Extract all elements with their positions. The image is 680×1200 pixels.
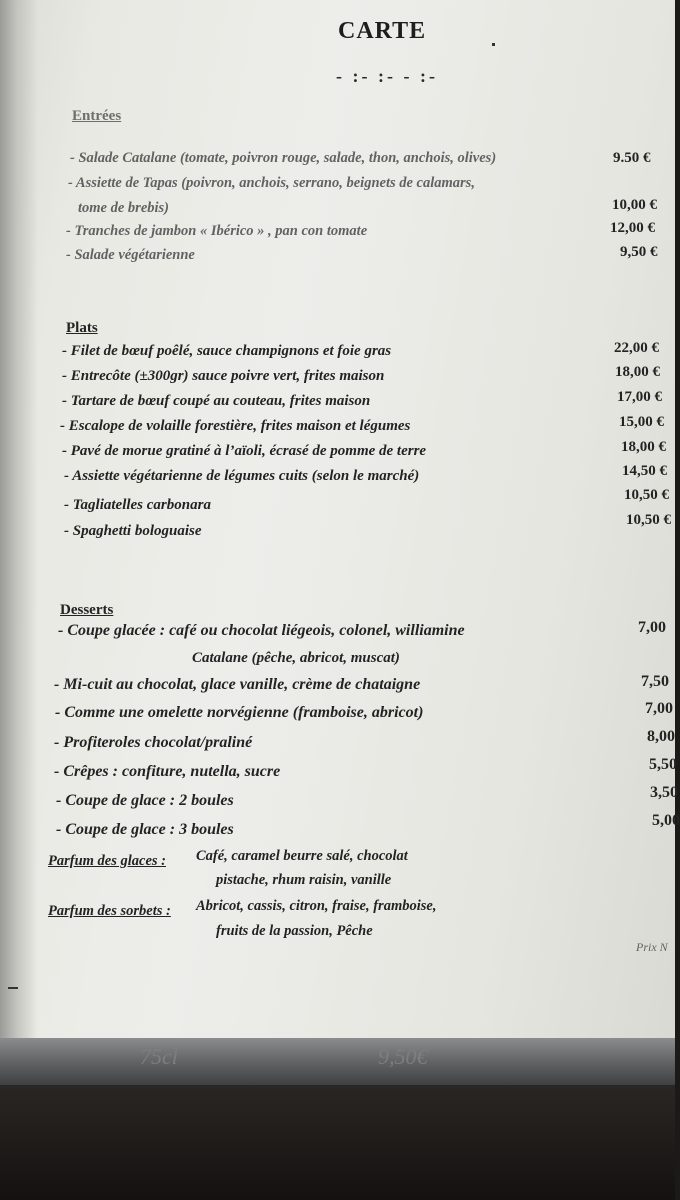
menu-item: - Filet de bœuf poêlé, sauce champignons et foie gras [62, 343, 392, 359]
menu-item-continuation: Catalane (pêche, abricot, muscat) [192, 650, 400, 666]
parfum-sorbets-line1: Abricot, cassis, citron, fraise, framboise, [196, 898, 437, 914]
menu-item: - Coupe glacée : café ou chocolat liégeois, colonel, williamine [58, 622, 465, 639]
menu-item-price: 10,00 € [612, 197, 657, 213]
sleeve-text-right: 9,50€ [378, 1044, 428, 1069]
parfum-sorbets-line2: fruits de la passion, Pêche [216, 923, 373, 939]
table-background [0, 1085, 675, 1200]
parfum-glaces-line2: pistache, rhum raisin, vanille [216, 872, 392, 888]
menu-item-price: 22,00 € [614, 340, 659, 356]
menu-item: - Escalope de volaille forestière, frites maison et légumes [60, 418, 411, 434]
menu-item-continuation: tome de brebis) [78, 200, 170, 216]
menu-item-price: 10,50 € [624, 487, 669, 503]
menu-item-price: 15,00 € [619, 414, 664, 430]
menu-item: - Tartare de bœuf coupé au couteau, frites maison [62, 393, 371, 409]
menu-item-price: 8,00 [647, 728, 675, 745]
menu-item: - Coupe de glace : 3 boules [56, 821, 234, 838]
menu-item-price: 12,00 € [610, 220, 655, 236]
menu-item-price: 7,50 [641, 673, 669, 690]
parfum-sorbets-label: Parfum des sorbets : [48, 903, 171, 919]
section-heading-entrees: Entrées [72, 108, 122, 124]
menu-item: - Crêpes : confiture, nutella, sucre [54, 763, 281, 780]
menu-item-price: 10,50 € [626, 512, 671, 528]
title-separator: - :- :- - :- [336, 66, 438, 86]
prix-note: Prix N [636, 940, 668, 954]
menu-item: - Tagliatelles carbonara [64, 497, 211, 513]
menu-item-price: 3,50 [650, 784, 678, 801]
menu-item-price: 5,50 [649, 756, 677, 773]
menu-item: - Entrecôte (±300gr) sauce poivre vert, frites maison [62, 368, 385, 384]
menu-item: - Tranches de jambon « Ibérico » , pan con tomate [66, 223, 368, 239]
menu-item-price: 9,50 € [620, 244, 658, 260]
section-heading-desserts: Desserts [60, 602, 114, 618]
section-heading-plats: Plats [66, 320, 98, 336]
dot-mark [492, 43, 495, 46]
page-edge-shadow [0, 0, 38, 1085]
menu-item-price: 7,00 [645, 700, 673, 717]
menu-item-price: 7,00 [638, 619, 666, 636]
sleeve-text-left: 75cl [140, 1044, 178, 1069]
menu-item-price: 5,00 [652, 812, 680, 829]
menu-item: - Coupe de glace : 2 boules [56, 792, 234, 809]
menu-item: - Salade Catalane (tomate, poivron rouge, salade, thon, anchois, olives) [70, 150, 497, 166]
parfum-glaces-line1: Café, caramel beurre salé, chocolat [196, 848, 408, 864]
menu-item-price: 14,50 € [622, 463, 667, 479]
plastic-sleeve-edge [0, 1038, 675, 1085]
menu-item: - Assiette de Tapas (poivron, anchois, serrano, beignets de calamars, [68, 175, 475, 191]
menu-item: - Assiette végétarienne de légumes cuits (selon le marché) [64, 468, 420, 484]
menu-item: - Pavé de morue gratiné à l’aïoli, écrasé de pomme de terre [62, 443, 427, 459]
parfum-glaces-label: Parfum des glaces : [48, 853, 166, 869]
menu-item: - Salade végétarienne [66, 247, 195, 263]
edge-mark [8, 987, 18, 989]
menu-item: - Mi-cuit au chocolat, glace vanille, crème de chataigne [54, 676, 421, 693]
menu-item: - Spaghetti bologuaise [64, 523, 202, 539]
menu-item-price: 18,00 € [615, 364, 660, 380]
menu-title: CARTE [338, 18, 427, 44]
menu-item: - Profiteroles chocolat/praliné [54, 734, 253, 751]
menu-item-price: 9.50 € [613, 150, 651, 166]
menu-item-price: 17,00 € [617, 389, 662, 405]
menu-item-price: 18,00 € [621, 439, 666, 455]
menu-item: - Comme une omelette norvégienne (framboise, abricot) [55, 704, 424, 721]
